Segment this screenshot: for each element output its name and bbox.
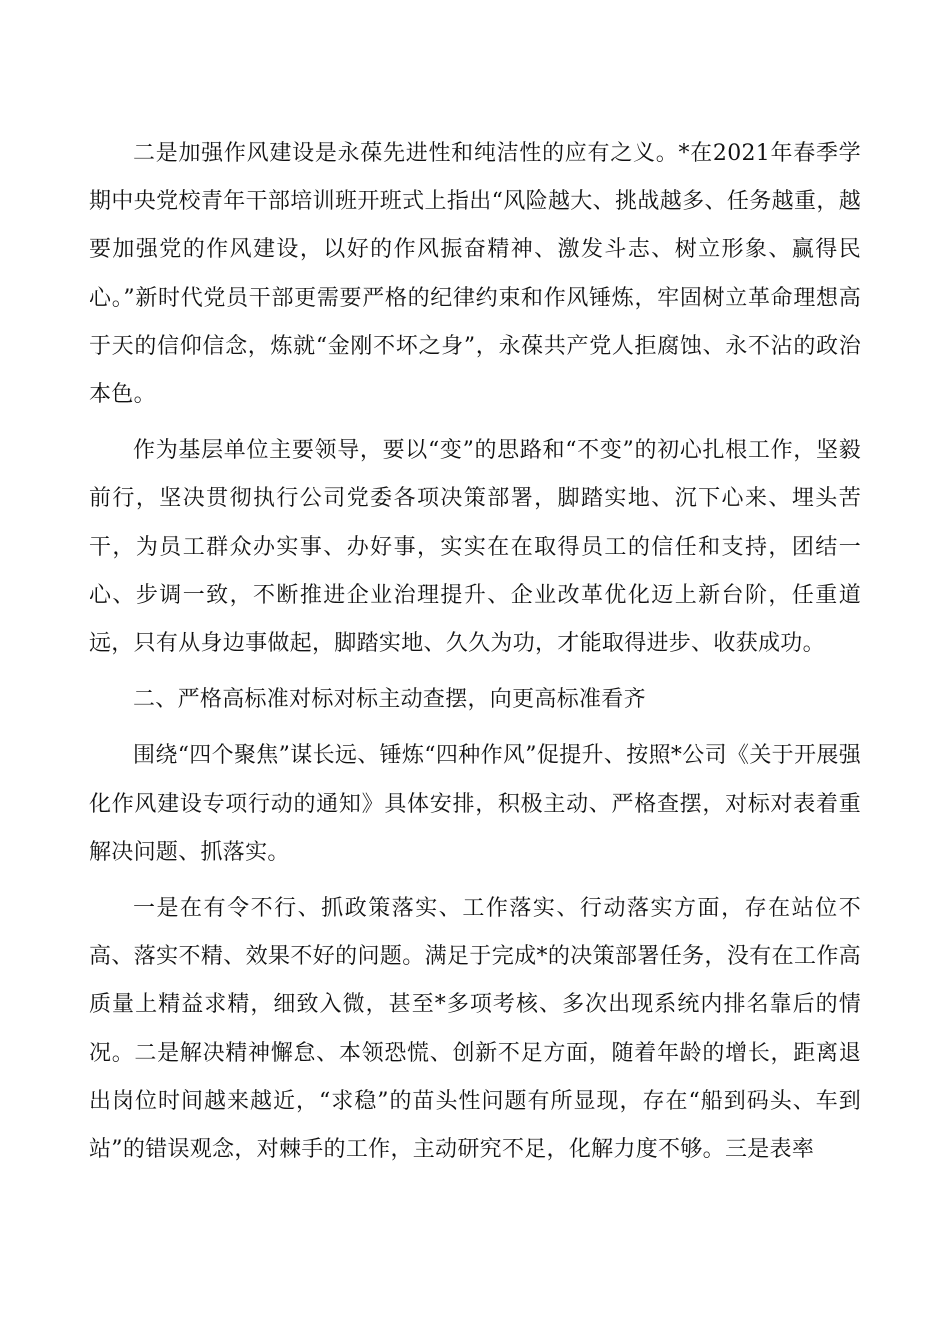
paragraph-problems-list: 一是在有令不行、抓政策落实、工作落实、行动落实方面，存在站位不高、落实不精、效果不好的问题。满足于完成*的决策部署任务，没有在工作高质量上精益求精，细致入微，甚至*多项考核、多次出现系统内排名靠后的情况。二是解决精神懈怠、本领恐慌、创新不足方面，随着年龄的增长，距离退出岗位时间越来越近，“求稳”的苗头性问题有所显现，存在“船到码头、车到站”的错误观念，对棘手的工作，主动研究不足，化解力度不够。三是表率 [89,896,861,1163]
section-heading-2: 二、严格高标准对标对标主动查摆，向更高标准看齐 [133,687,646,713]
paragraph-grassroots-leader: 作为基层单位主要领导，要以“变”的思路和“不变”的初心扎根工作，坚毅前行，坚决贯彻执行公司党委各项决策部署，脚踏实地、沉下心来、埋头苦干，为员工群众办实事、办好事，实实在在取得员工的信任和支持，团结一心、步调一致，不断推进企业治理提升、企业改革优化迈上新台阶，任重道远，只有从身边事做起，脚踏实地、久久为功，才能取得进步、收获成功。 [89,438,861,657]
paragraph-four-focuses: 围绕“四个聚焦”谋长远、锤炼“四种作风”促提升、按照*公司《关于开展强化作风建设专项行动的通知》具体安排，积极主动、严格查摆，对标对表着重解决问题、抓落实。 [89,743,861,865]
paragraph-style-building: 二是加强作风建设是永葆先进性和纯洁性的应有之义。*在2021年春季学期中央党校青年干部培训班开班式上指出“风险越大、挑战越多、任务越重，越要加强党的作风建设，以好的作风振奋精神、激发斗志、树立形象、赢得民心。”新时代党员干部更需要严格的纪律约束和作风锤炼，牢固树立革命理想高于天的信仰信念，炼就“金刚不坏之身”，永葆共产党人拒腐蚀、永不沾的政治本色。 [89,141,861,408]
document-body [89,130,861,1174]
